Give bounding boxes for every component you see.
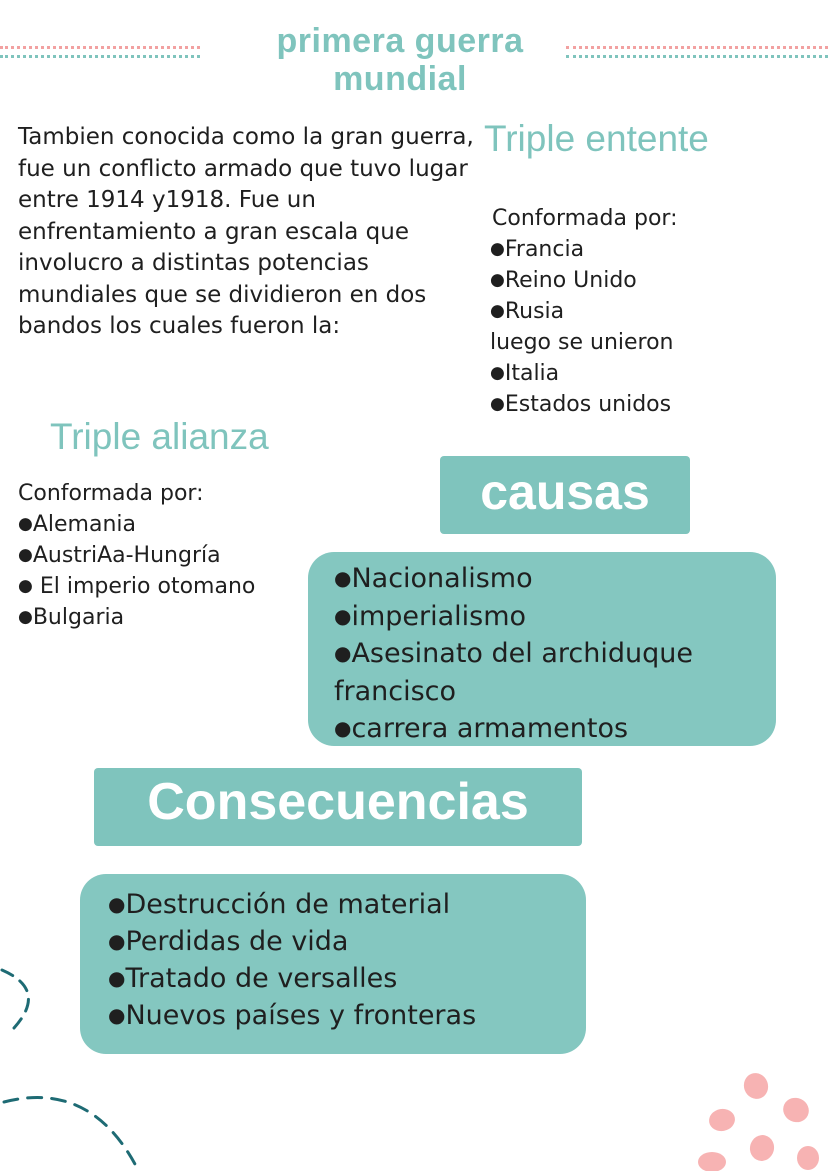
triple-alianza-list <box>18 478 255 633</box>
page-title-line-2: mundial <box>333 60 467 98</box>
consecuencias-item: ● Destrucción de material <box>108 886 586 923</box>
page-title <box>210 22 590 98</box>
page-title-line-1: primera guerra <box>276 22 524 60</box>
causas-list <box>308 552 776 746</box>
causas-item: ● carrera armamentos <box>334 710 776 748</box>
consecuencias-item: ● Tratado de versalles <box>108 960 586 997</box>
triple-alianza-subtitle: Conformada por: <box>18 481 204 506</box>
pink-dots-icon <box>690 1066 828 1171</box>
triple-entente-later-label: luego se unieron <box>490 330 674 355</box>
triple-entente-item: ● Estados unidos <box>490 389 674 420</box>
causas-item: ● Asesinato del archiduque francisco <box>334 635 744 710</box>
triple-alianza-heading: Triple alianza <box>50 416 269 457</box>
consecuencias-heading: Consecuencias <box>94 768 582 846</box>
triple-entente-subtitle: Conformada por: <box>492 206 678 231</box>
intro-paragraph: Tambien conocida como la gran guerra, fue un conflicto armado que tuvo lugar entre 1914 y1918. Fue un enfrentamiento a gran escala que involucro a distintas potencias mundiales que se dividieron en dos bandos los cuales fueron la: <box>18 124 474 339</box>
triple-entente-list <box>490 234 674 420</box>
causas-heading: causas <box>440 456 690 534</box>
triple-entente-item: ● Francia <box>490 234 674 265</box>
triple-entente-item: ● Rusia <box>490 296 674 327</box>
triple-alianza-item: ● El imperio otomano <box>18 571 255 602</box>
consecuencias-item: ● Nuevos países y fronteras <box>108 997 586 1034</box>
causas-item: ● Nacionalismo <box>334 560 776 598</box>
dashed-arc-icon <box>0 950 160 1171</box>
triple-entente-item: ● Italia <box>490 358 674 389</box>
title-divider-right <box>566 46 828 60</box>
triple-alianza-item: ● Alemania <box>18 509 255 540</box>
triple-entente-heading: Triple entente <box>484 118 709 159</box>
consecuencias-item: ● Perdidas de vida <box>108 923 586 960</box>
triple-alianza-item: ● Bulgaria <box>18 602 255 633</box>
triple-alianza-item: ● AustriAa-Hungría <box>18 540 255 571</box>
triple-entente-item: ● Reino Unido <box>490 265 674 296</box>
title-divider-left <box>0 46 200 60</box>
causas-item: ● imperialismo <box>334 598 776 636</box>
